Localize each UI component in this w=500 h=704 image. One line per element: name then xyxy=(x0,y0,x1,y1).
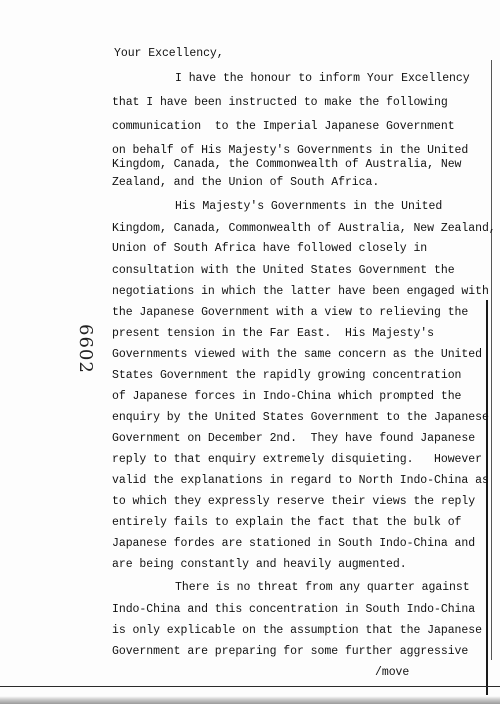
text-line: Indo-China and this concentration in South Indo-China xyxy=(112,603,476,616)
text-line: There is no threat from any quarter against xyxy=(175,581,470,594)
text-line: Government are preparing for some further aggressive xyxy=(112,645,469,658)
text-line: present tension in the Far East. His Majesty's xyxy=(112,327,435,340)
text-line: States Government the rapidly growing concentration xyxy=(112,369,462,382)
text-line: communication to the Imperial Japanese Government xyxy=(112,120,455,133)
scan-edge-shadow xyxy=(486,300,488,695)
margin-handwritten-number: 6602 xyxy=(75,324,96,374)
text-line: His Majesty's Governments in the United xyxy=(175,200,443,213)
text-line: Governments viewed with the same concern as the United xyxy=(112,348,482,361)
text-line: negotiations in which the latter have been engaged with xyxy=(112,285,489,298)
scan-edge-line xyxy=(491,60,492,660)
text-line: Kingdom, Canada, Commonwealth of Australia, New Zealand, xyxy=(112,222,496,235)
salutation: Your Excellency, xyxy=(114,47,224,60)
text-line: that I have been instructed to make the following xyxy=(112,96,448,109)
scan-bottom-line xyxy=(0,686,500,687)
text-line: I have the honour to inform Your Excellency xyxy=(175,72,470,85)
text-line: consultation with the United States Government the xyxy=(112,264,455,277)
text-line: on behalf of His Majesty's Governments in the United xyxy=(112,144,469,157)
text-line: the Japanese Government with a view to relieving the xyxy=(112,306,469,319)
text-line: enquiry by the United States Government to the Japanese xyxy=(112,411,489,424)
text-line: Zealand, and the Union of South Africa. xyxy=(112,176,380,189)
text-line: of Japanese forces in Indo-China which prompted the xyxy=(112,390,462,403)
text-line: to which they expressly reserve their views the reply xyxy=(112,495,476,508)
text-line: valid the explanations in regard to North Indo-China as xyxy=(112,474,489,487)
scan-bottom-edge xyxy=(0,696,500,704)
text-line: Government on December 2nd. They have found Japanese xyxy=(112,432,476,445)
catchword: /move xyxy=(375,666,410,679)
text-line: Japanese fordes are stationed in South Indo-China and xyxy=(112,537,476,550)
text-line: Kingdom, Canada, the Commonwealth of Australia, New xyxy=(112,158,462,171)
text-line: is only explicable on the assumption that the Japanese xyxy=(112,624,482,637)
text-line: reply to that enquiry extremely disquieting. However xyxy=(112,453,482,466)
text-line: are being constantly and heavily augmented. xyxy=(112,558,407,571)
text-line: entirely fails to explain the fact that the bulk of xyxy=(112,516,462,529)
text-line: Union of South Africa have followed closely in xyxy=(112,242,428,255)
